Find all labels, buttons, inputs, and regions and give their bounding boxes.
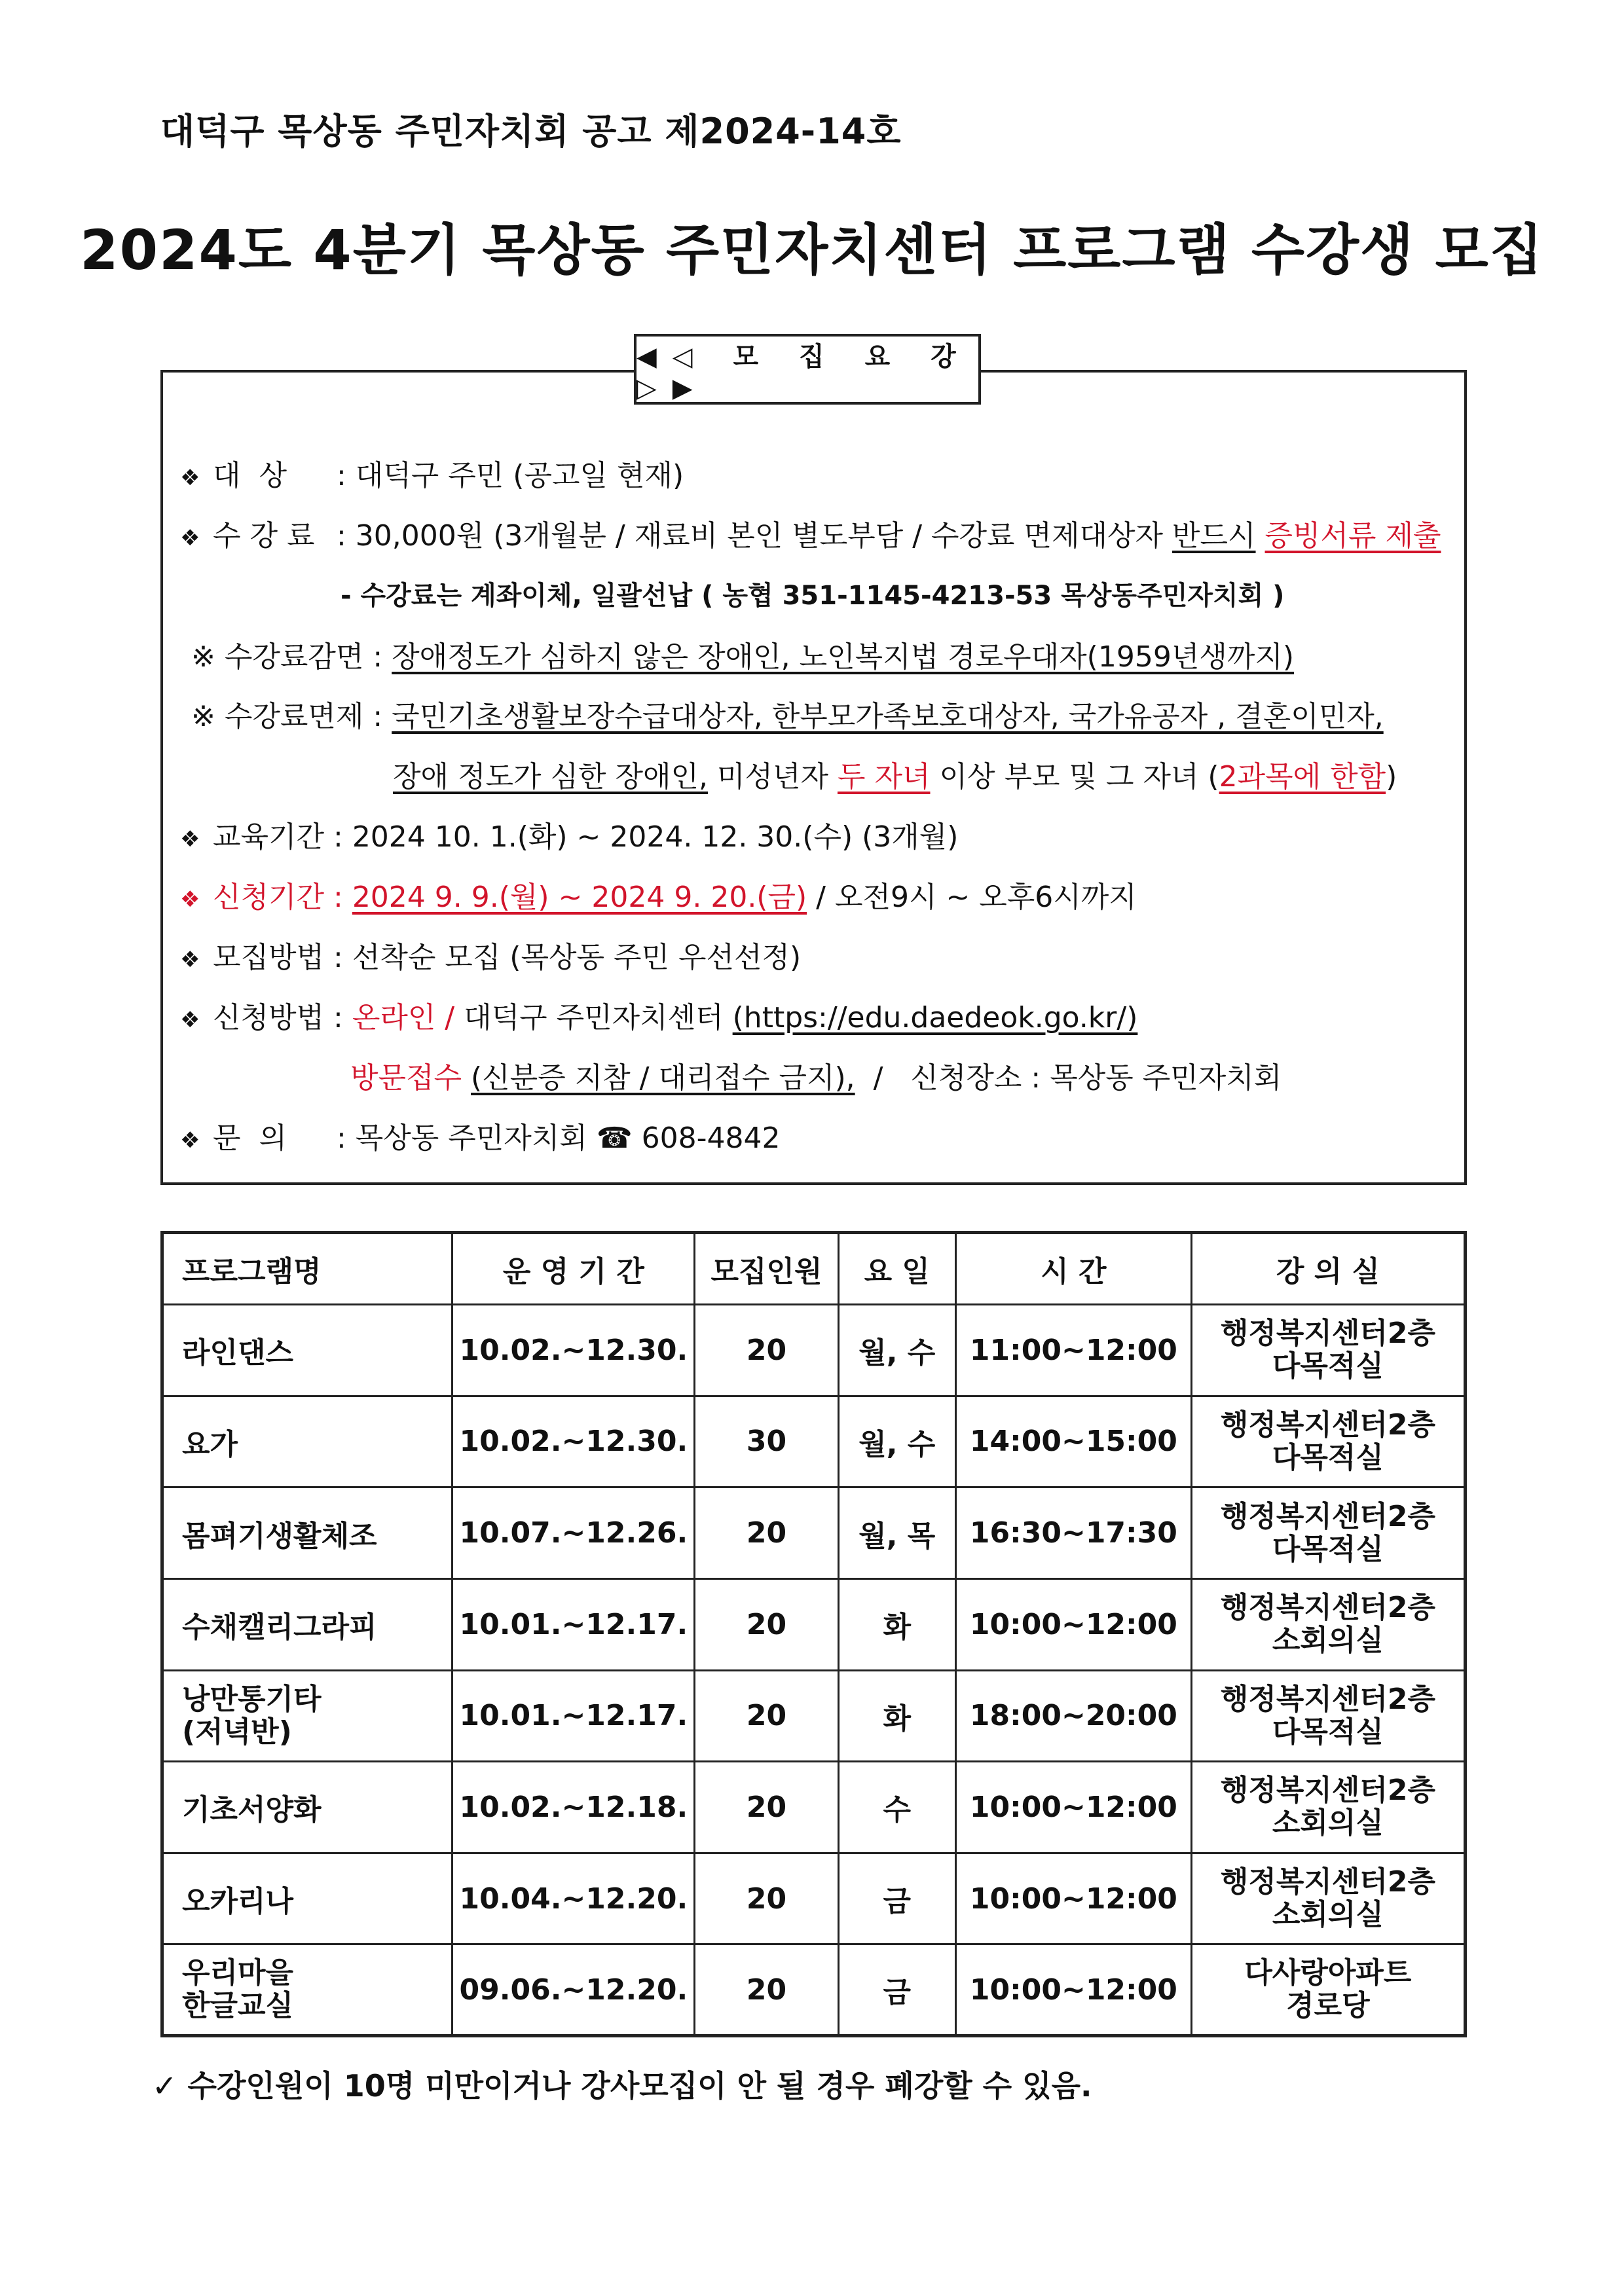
info-method: ❖ 모집방법 : 선착순 모집 (목상동 주민 우선선정) bbox=[180, 941, 802, 974]
apply-method-label: 신청방법 bbox=[213, 1001, 325, 1034]
contact-value: 목상동 주민자치회 bbox=[355, 1121, 587, 1155]
info-exemption: ※ 수강료면제 : 국민기초생활보장수급대상자, 한부모가족보호대상자, 국가유공자 , 결혼이민자, bbox=[191, 700, 1384, 733]
program-room: 행정복지센터2층 다목적실 bbox=[1191, 1396, 1465, 1487]
fee-required: 반드시 bbox=[1172, 519, 1256, 553]
program-time: 14:00~15:00 bbox=[955, 1396, 1191, 1487]
program-room: 행정복지센터2층 다목적실 bbox=[1191, 1670, 1465, 1762]
info-apply-period: ❖ 신청기간 : 2024 9. 9.(월) ~ 2024 9. 20.(금) / 오전9시 ~ 오후6시까지 bbox=[180, 881, 1137, 914]
program-name: 우리마을 한글교실 bbox=[162, 1944, 452, 2036]
diamond-bullet-icon: ❖ bbox=[180, 465, 200, 491]
apply-url-link[interactable]: (https://edu.daedeok.go.kr/) bbox=[732, 1001, 1138, 1034]
program-days: 월, 수 bbox=[838, 1305, 955, 1396]
exemption-two-courses: 2과목에 한함 bbox=[1219, 760, 1386, 793]
info-target: ❖ 대 상 : 대덕구 주민 (공고일 현재) bbox=[180, 452, 684, 494]
phone-icon: ☎ bbox=[596, 1121, 633, 1155]
notice-number: 대덕구 목상동 주민자치회 공고 제2024-14호 bbox=[160, 111, 902, 152]
program-name: 오카리나 bbox=[162, 1853, 452, 1944]
diamond-bullet-icon: ❖ bbox=[180, 1007, 200, 1033]
method-value: 선착순 모집 (목상동 주민 우선선정) bbox=[352, 941, 802, 974]
contact-label: 문 의 bbox=[213, 1121, 287, 1155]
exemption-line1: 국민기초생활보장수급대상자, 한부모가족보호대상자, 국가유공자 , 결혼이민자, bbox=[392, 700, 1384, 733]
program-room: 다사랑아파트 경로당 bbox=[1191, 1944, 1465, 2036]
fee-payment: - 수강료는 계좌이체, 일괄선납 ( 농협 351-1145-4213-53 목상동주민자치회 ) bbox=[341, 581, 1285, 611]
program-room: 행정복지센터2층 소회의실 bbox=[1191, 1578, 1465, 1670]
fee-proof-documents: 증빙서류 제출 bbox=[1264, 519, 1441, 553]
program-count: 20 bbox=[695, 1305, 838, 1396]
table-row bbox=[162, 1670, 1466, 1762]
table-row bbox=[162, 1762, 1466, 1853]
program-name: 몸펴기생활체조 bbox=[162, 1487, 452, 1579]
apply-period-dates: 2024 9. 9.(월) ~ 2024 9. 20.(금) bbox=[352, 881, 807, 914]
program-time: 10:00~12:00 bbox=[955, 1578, 1191, 1670]
program-period: 10.02.~12.30. bbox=[452, 1396, 695, 1487]
program-room: 행정복지센터2층 소회의실 bbox=[1191, 1762, 1465, 1853]
diamond-bullet-icon: ❖ bbox=[180, 947, 200, 973]
table-row bbox=[162, 1853, 1466, 1944]
program-name: 수채캘리그라피 bbox=[162, 1578, 452, 1670]
program-days: 금 bbox=[838, 1944, 955, 2036]
header-count: 모집인원 bbox=[695, 1233, 838, 1305]
table-row bbox=[162, 1305, 1466, 1396]
program-count: 20 bbox=[695, 1670, 838, 1762]
target-value: 대덕구 주민 (공고일 현재) bbox=[355, 459, 684, 492]
program-period: 10.01.~12.17. bbox=[452, 1578, 695, 1670]
program-count: 30 bbox=[695, 1396, 838, 1487]
apply-visit-line bbox=[350, 1054, 1282, 1096]
fee-label: 수 강 료 bbox=[213, 519, 315, 553]
apply-visit: 방문접수 bbox=[350, 1061, 462, 1095]
exemption-line2 bbox=[393, 753, 1397, 795]
header-time: 시 간 bbox=[955, 1233, 1191, 1305]
program-days: 월, 목 bbox=[838, 1487, 955, 1579]
discount-label: ※ 수강료감면 bbox=[191, 640, 364, 674]
exemption-parents: 이상 부모 및 그 자녀 ( bbox=[930, 760, 1219, 793]
diamond-bullet-icon: ❖ bbox=[180, 886, 200, 913]
info-contact: ❖ 문 의 : 목상동 주민자치회 ☎ 608-4842 bbox=[180, 1114, 780, 1156]
apply-visit-note: (신분증 지참 / 대리접수 금지), bbox=[471, 1061, 855, 1095]
program-count: 20 bbox=[695, 1944, 838, 2036]
table-row bbox=[162, 1487, 1466, 1579]
program-days: 화 bbox=[838, 1578, 955, 1670]
header-period: 운 영 기 간 bbox=[452, 1233, 695, 1305]
period-label: 교육기간 bbox=[213, 820, 325, 854]
program-name: 라인댄스 bbox=[162, 1305, 452, 1396]
program-count: 20 bbox=[695, 1853, 838, 1944]
table-header-row bbox=[162, 1233, 1466, 1305]
program-name: 요가 bbox=[162, 1396, 452, 1487]
program-name: 낭만통기타 (저녁반) bbox=[162, 1670, 452, 1762]
program-time: 18:00~20:00 bbox=[955, 1670, 1191, 1762]
apply-period-label: 신청기간 bbox=[213, 881, 325, 914]
program-room: 행정복지센터2층 소회의실 bbox=[1191, 1853, 1465, 1944]
table-row bbox=[162, 1578, 1466, 1670]
exemption-minor: 미성년자 bbox=[707, 760, 838, 793]
program-period: 10.02.~12.18. bbox=[452, 1762, 695, 1853]
program-time: 10:00~12:00 bbox=[955, 1944, 1191, 2036]
program-period: 10.04.~12.20. bbox=[452, 1853, 695, 1944]
program-time: 10:00~12:00 bbox=[955, 1853, 1191, 1944]
program-time: 10:00~12:00 bbox=[955, 1762, 1191, 1853]
header-days: 요 일 bbox=[838, 1233, 955, 1305]
exemption-severe-disability: 장애 정도가 심한 장애인, bbox=[393, 760, 708, 793]
info-apply-method: ❖ 신청방법 : 온라인 / 대덕구 주민자치센터 (https://edu.daedeok.go.kr/) bbox=[180, 1001, 1138, 1034]
header-room: 강 의 실 bbox=[1191, 1233, 1465, 1305]
program-room: 행정복지센터2층 다목적실 bbox=[1191, 1487, 1465, 1579]
apply-online: 온라인 / bbox=[352, 1001, 455, 1034]
program-period: 09.06.~12.20. bbox=[452, 1944, 695, 2036]
program-count: 20 bbox=[695, 1578, 838, 1670]
program-table bbox=[160, 1231, 1467, 2037]
apply-place: / 신청장소 : 목상동 주민자치회 bbox=[855, 1061, 1282, 1095]
program-period: 10.02.~12.30. bbox=[452, 1305, 695, 1396]
header-program-name: 프로그램명 bbox=[162, 1233, 452, 1305]
info-fee: ❖ 수 강 료 : 30,000원 (3개월분 / 재료비 본인 별도부담 / 수강료 면제대상자 반드시 증빙서류 제출 bbox=[180, 512, 1441, 554]
discount-value: 장애정도가 심하지 않은 장애인, 노인복지법 경로우대자(1959년생까지) bbox=[392, 640, 1295, 674]
program-period: 10.01.~12.17. bbox=[452, 1670, 695, 1762]
program-days: 금 bbox=[838, 1853, 955, 1944]
table-row bbox=[162, 1944, 1466, 2036]
box-title: ◀◁ 모 집 요 강 ▷▶ bbox=[634, 334, 981, 405]
program-name: 기초서양화 bbox=[162, 1762, 452, 1853]
apply-center: 대덕구 주민자치센터 bbox=[454, 1001, 733, 1034]
fee-value: 30,000원 (3개월분 / 재료비 본인 별도부담 / 수강료 면제대상자 bbox=[355, 519, 1173, 553]
program-days: 월, 수 bbox=[838, 1396, 955, 1487]
program-count: 20 bbox=[695, 1487, 838, 1579]
program-time: 11:00~12:00 bbox=[955, 1305, 1191, 1396]
period-value: 2024 10. 1.(화) ~ 2024. 12. 30.(수) (3개월) bbox=[352, 820, 959, 854]
exemption-close-paren: ) bbox=[1386, 760, 1397, 793]
program-time: 16:30~17:30 bbox=[955, 1487, 1191, 1579]
target-label: 대 상 bbox=[213, 459, 287, 492]
footnote: ✓ 수강인원이 10명 미만이거나 강사모집이 안 될 경우 폐강할 수 있음. bbox=[152, 2068, 1092, 2104]
program-days: 수 bbox=[838, 1762, 955, 1853]
diamond-bullet-icon: ❖ bbox=[180, 826, 200, 852]
info-discount: ※ 수강료감면 : 장애정도가 심하지 않은 장애인, 노인복지법 경로우대자(1959년생까지) bbox=[191, 640, 1295, 674]
table-row bbox=[162, 1396, 1466, 1487]
apply-period-hours: / 오전9시 ~ 오후6시까지 bbox=[807, 881, 1137, 914]
program-days: 화 bbox=[838, 1670, 955, 1762]
diamond-bullet-icon: ❖ bbox=[180, 1127, 200, 1154]
page-title: 2024도 4분기 목상동 주민자치센터 프로그램 수강생 모집 bbox=[80, 218, 1544, 282]
program-count: 20 bbox=[695, 1762, 838, 1853]
exemption-two-children: 두 자녀 bbox=[837, 760, 931, 793]
exemption-label: ※ 수강료면제 bbox=[191, 700, 364, 733]
program-room: 행정복지센터2층 다목적실 bbox=[1191, 1305, 1465, 1396]
method-label: 모집방법 bbox=[213, 941, 325, 974]
program-period: 10.07.~12.26. bbox=[452, 1487, 695, 1579]
diamond-bullet-icon: ❖ bbox=[180, 525, 200, 551]
info-period: ❖ 교육기간 : 2024 10. 1.(화) ~ 2024. 12. 30.(수) (3개월) bbox=[180, 820, 959, 854]
contact-phone: 608-4842 bbox=[641, 1121, 781, 1155]
